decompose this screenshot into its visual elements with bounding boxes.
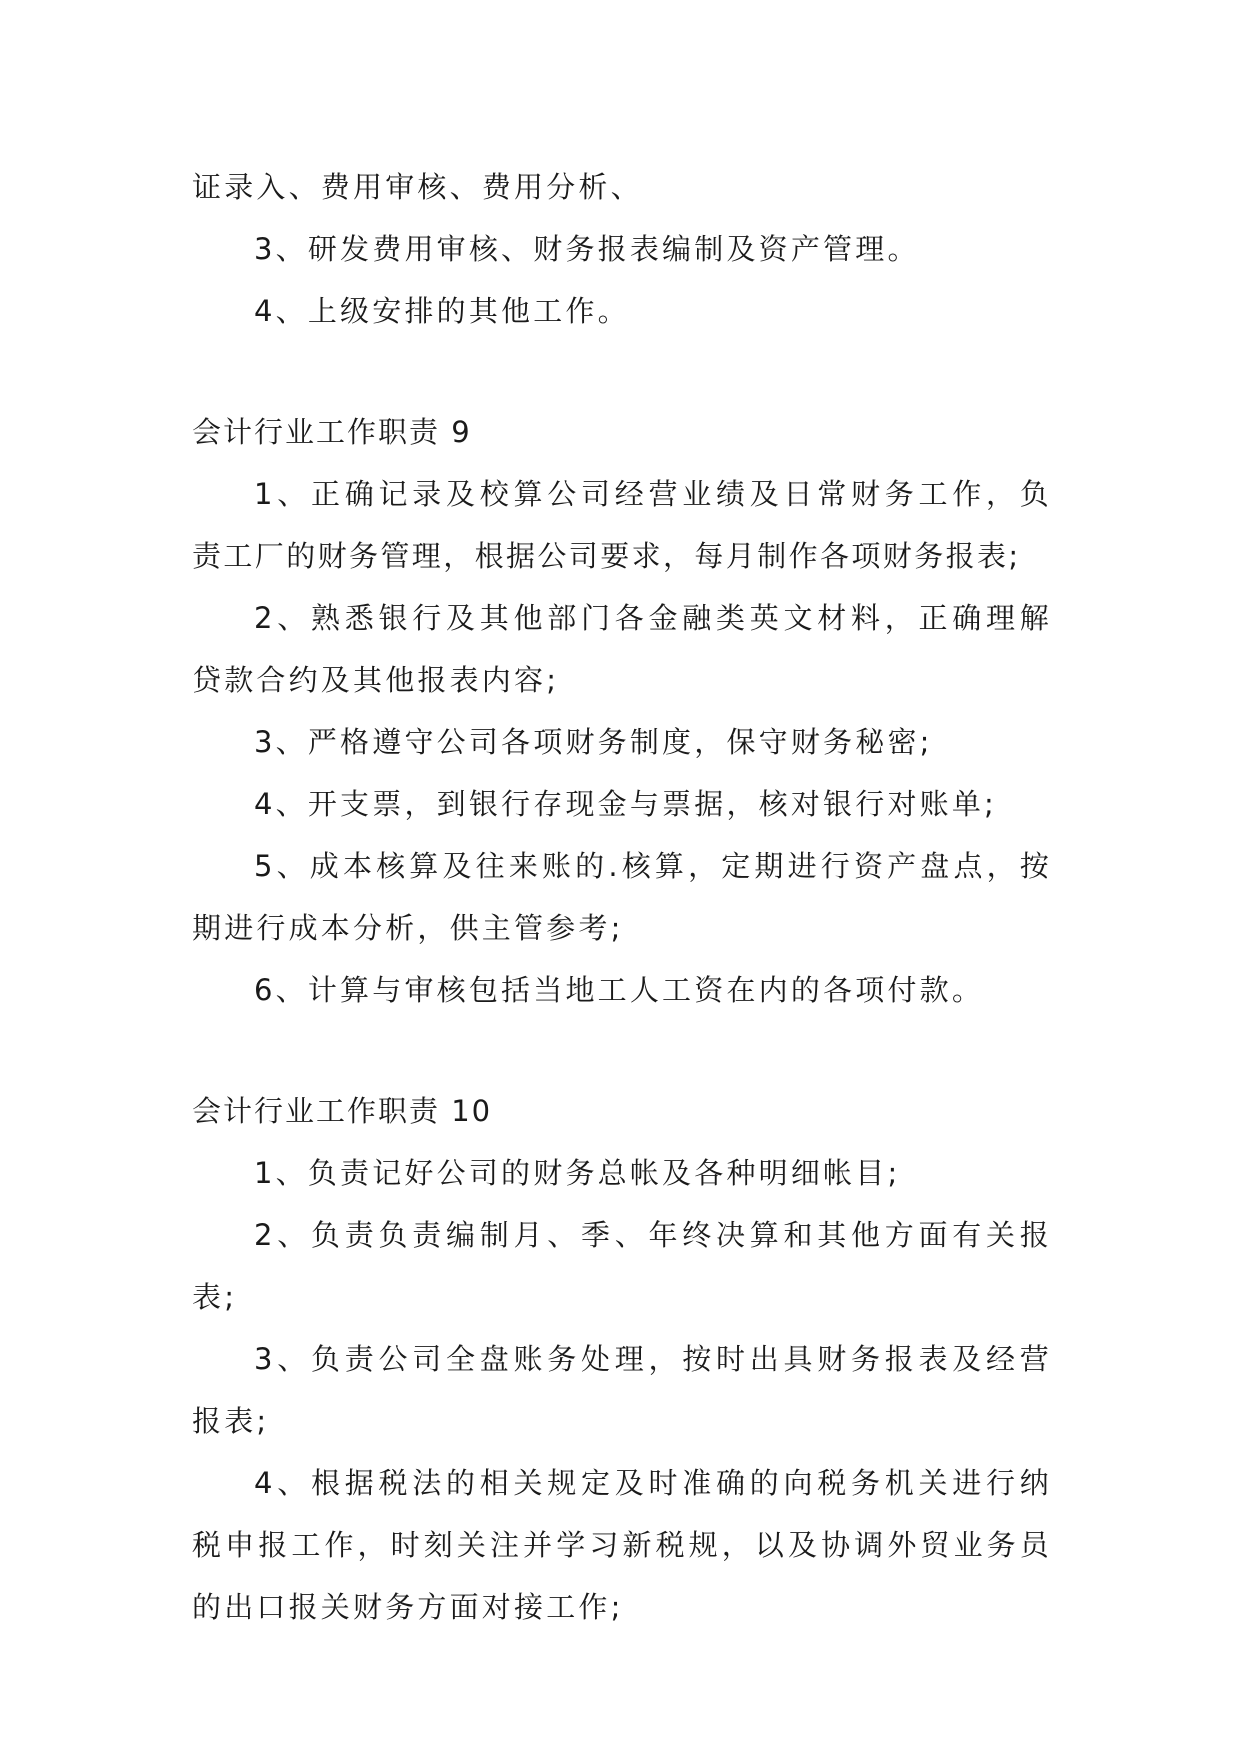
list-item: 1、负责记好公司的财务总帐及各种明细帐目;	[254, 1156, 901, 1190]
list-item: 4、上级安排的其他工作。	[254, 294, 630, 328]
text-line: 表;	[192, 1280, 238, 1314]
text-line: 贷款合约及其他报表内容;	[192, 663, 560, 697]
text-line: 的出口报关财务方面对接工作;	[192, 1590, 624, 1624]
list-item: 4、根据税法的相关规定及时准确的向税务机关进行纳	[254, 1466, 1052, 1500]
list-item: 6、计算与审核包括当地工人工资在内的各项付款。	[254, 973, 985, 1007]
list-item: 2、负责负责编制月、季、年终决算和其他方面有关报	[254, 1218, 1052, 1252]
list-item: 2、熟悉银行及其他部门各金融类英文材料，正确理解	[254, 601, 1052, 635]
text-line: 证录入、费用审核、费用分析、	[192, 170, 643, 204]
list-item: 3、研发费用审核、财务报表编制及资产管理。	[254, 232, 920, 266]
text-line: 责工厂的财务管理，根据公司要求，每月制作各项财务报表;	[192, 539, 1021, 573]
text-line: 期进行成本分析，供主管参考;	[192, 911, 624, 945]
list-item: 3、严格遵守公司各项财务制度，保守财务秘密;	[254, 725, 933, 759]
section-heading: 会计行业工作职责 9	[192, 415, 472, 449]
list-item: 4、开支票，到银行存现金与票据，核对银行对账单;	[254, 787, 998, 821]
list-item: 5、成本核算及往来账的.核算，定期进行资产盘点，按	[254, 849, 1052, 883]
section-heading: 会计行业工作职责 10	[192, 1094, 493, 1128]
text-line: 税申报工作，时刻关注并学习新税规，以及协调外贸业务员	[192, 1528, 1052, 1562]
list-item: 1、正确记录及校算公司经营业绩及日常财务工作，负	[254, 477, 1052, 511]
list-item: 3、负责公司全盘账务处理，按时出具财务报表及经营	[254, 1342, 1052, 1376]
text-line: 报表;	[192, 1404, 270, 1438]
